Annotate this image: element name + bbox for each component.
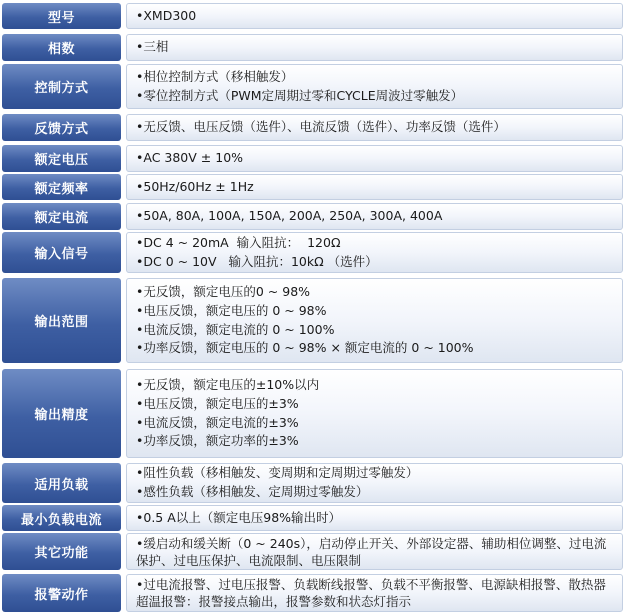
- spec-label: 额定电流: [2, 203, 121, 230]
- spec-value-line: •三相: [136, 39, 169, 55]
- spec-label: 控制方式: [2, 64, 121, 109]
- spec-value: [126, 3, 623, 29]
- spec-value: [126, 174, 623, 200]
- spec-value-line: •无反馈、电压反馈（选件）、电流反馈（选件）、功率反馈（选件）: [136, 119, 506, 135]
- spec-label: 最小负载电流: [2, 505, 121, 531]
- spec-row-model: [2, 3, 623, 29]
- spec-value-line: •电压反馈，额定电压的 0 ~ 98%: [136, 302, 327, 318]
- spec-value-line: •DC 0 ~ 10V 输入阻抗：10kΩ （选件）: [136, 253, 378, 269]
- spec-value-line: •AC 380V ± 10%: [136, 150, 244, 166]
- spec-value-line: •电流反馈，额定电流的±3%: [136, 414, 299, 430]
- spec-label: 其它功能: [2, 533, 121, 570]
- spec-value-line: •阻性负载（移相触发、变周期和定周期过零触发）: [136, 465, 419, 481]
- spec-row-input-signal: [2, 232, 623, 273]
- spec-label: 型号: [2, 3, 121, 29]
- spec-label: 额定频率: [2, 174, 121, 200]
- spec-value-line: •无反馈，额定电压的0 ~ 98%: [136, 283, 311, 299]
- spec-value: [126, 145, 623, 172]
- spec-value: [126, 505, 623, 531]
- spec-value-line: •相位控制方式（移相触发）: [136, 68, 294, 84]
- spec-row-min-load-current: [2, 505, 623, 531]
- spec-label: 额定电压: [2, 145, 121, 172]
- spec-label: 报警动作: [2, 574, 121, 612]
- spec-value: [126, 114, 623, 141]
- spec-value: [126, 574, 623, 612]
- spec-value-line: •过电流报警、过电压报警、负载断线报警、负载不平衡报警、电源缺相报警、散热器超温报警：报警接点输出，报警参数和状态灯指示: [136, 577, 606, 609]
- spec-row-control-mode: [2, 64, 623, 109]
- spec-value-line: •XMD300: [136, 7, 197, 23]
- spec-label: 相数: [2, 34, 121, 61]
- spec-value-line: •功率反馈，额定功率的±3%: [136, 433, 299, 449]
- spec-label: 输入信号: [2, 232, 121, 273]
- spec-value-line: •电流反馈，额定电流的 0 ~ 100%: [136, 321, 335, 337]
- spec-value-line: •功率反馈，额定电压的 0 ~ 98% × 额定电流的 0 ~ 100%: [136, 340, 474, 356]
- spec-label: 输出范围: [2, 278, 121, 363]
- spec-row-alarm: [2, 574, 623, 612]
- spec-row-output-accuracy: [2, 369, 623, 458]
- spec-row-load-type: [2, 463, 623, 503]
- spec-value-line: •感性负载（移相触发、定周期过零触发）: [136, 484, 369, 499]
- spec-value-line: •缓启动和缓关断（0 ~ 240s），启动停止开关、外部设定器、辅助相位调整、过电流保护、过电压保护、电流限制、电压限制: [136, 535, 607, 568]
- spec-row-feedback: [2, 114, 623, 141]
- spec-value-line: •电压反馈，额定电压的±3%: [136, 395, 299, 411]
- spec-value: [126, 369, 623, 458]
- spec-value: [126, 203, 623, 230]
- spec-value-line: •50A, 80A, 100A, 150A, 200A, 250A, 300A, 400A: [136, 208, 443, 224]
- spec-row-phase: [2, 34, 623, 61]
- spec-value-line: •50Hz/60Hz ± 1Hz: [136, 178, 254, 194]
- spec-value-line: •0.5 A以上（额定电压98%输出时）: [136, 509, 342, 525]
- spec-value: [126, 278, 623, 363]
- spec-value: [126, 34, 623, 61]
- spec-row-output-range: [2, 278, 623, 363]
- spec-value-line: •DC 4 ~ 20mA 输入阻抗： 120Ω: [136, 234, 341, 250]
- spec-label: 反馈方式: [2, 114, 121, 141]
- spec-value: [126, 533, 623, 570]
- spec-row-rated-frequency: [2, 174, 623, 200]
- spec-value-line: •零位控制方式（PWM定周期过零和CYCLE周波过零触发）: [136, 87, 464, 103]
- spec-value-line: •无反馈，额定电压的±10%以内: [136, 376, 320, 392]
- spec-row-other-functions: [2, 533, 623, 570]
- spec-label: 适用负载: [2, 463, 121, 503]
- spec-value: [126, 463, 623, 503]
- spec-value: [126, 232, 623, 273]
- spec-row-rated-current: [2, 203, 623, 230]
- spec-row-rated-voltage: [2, 145, 623, 172]
- spec-label: 输出精度: [2, 369, 121, 458]
- spec-value: [126, 64, 623, 109]
